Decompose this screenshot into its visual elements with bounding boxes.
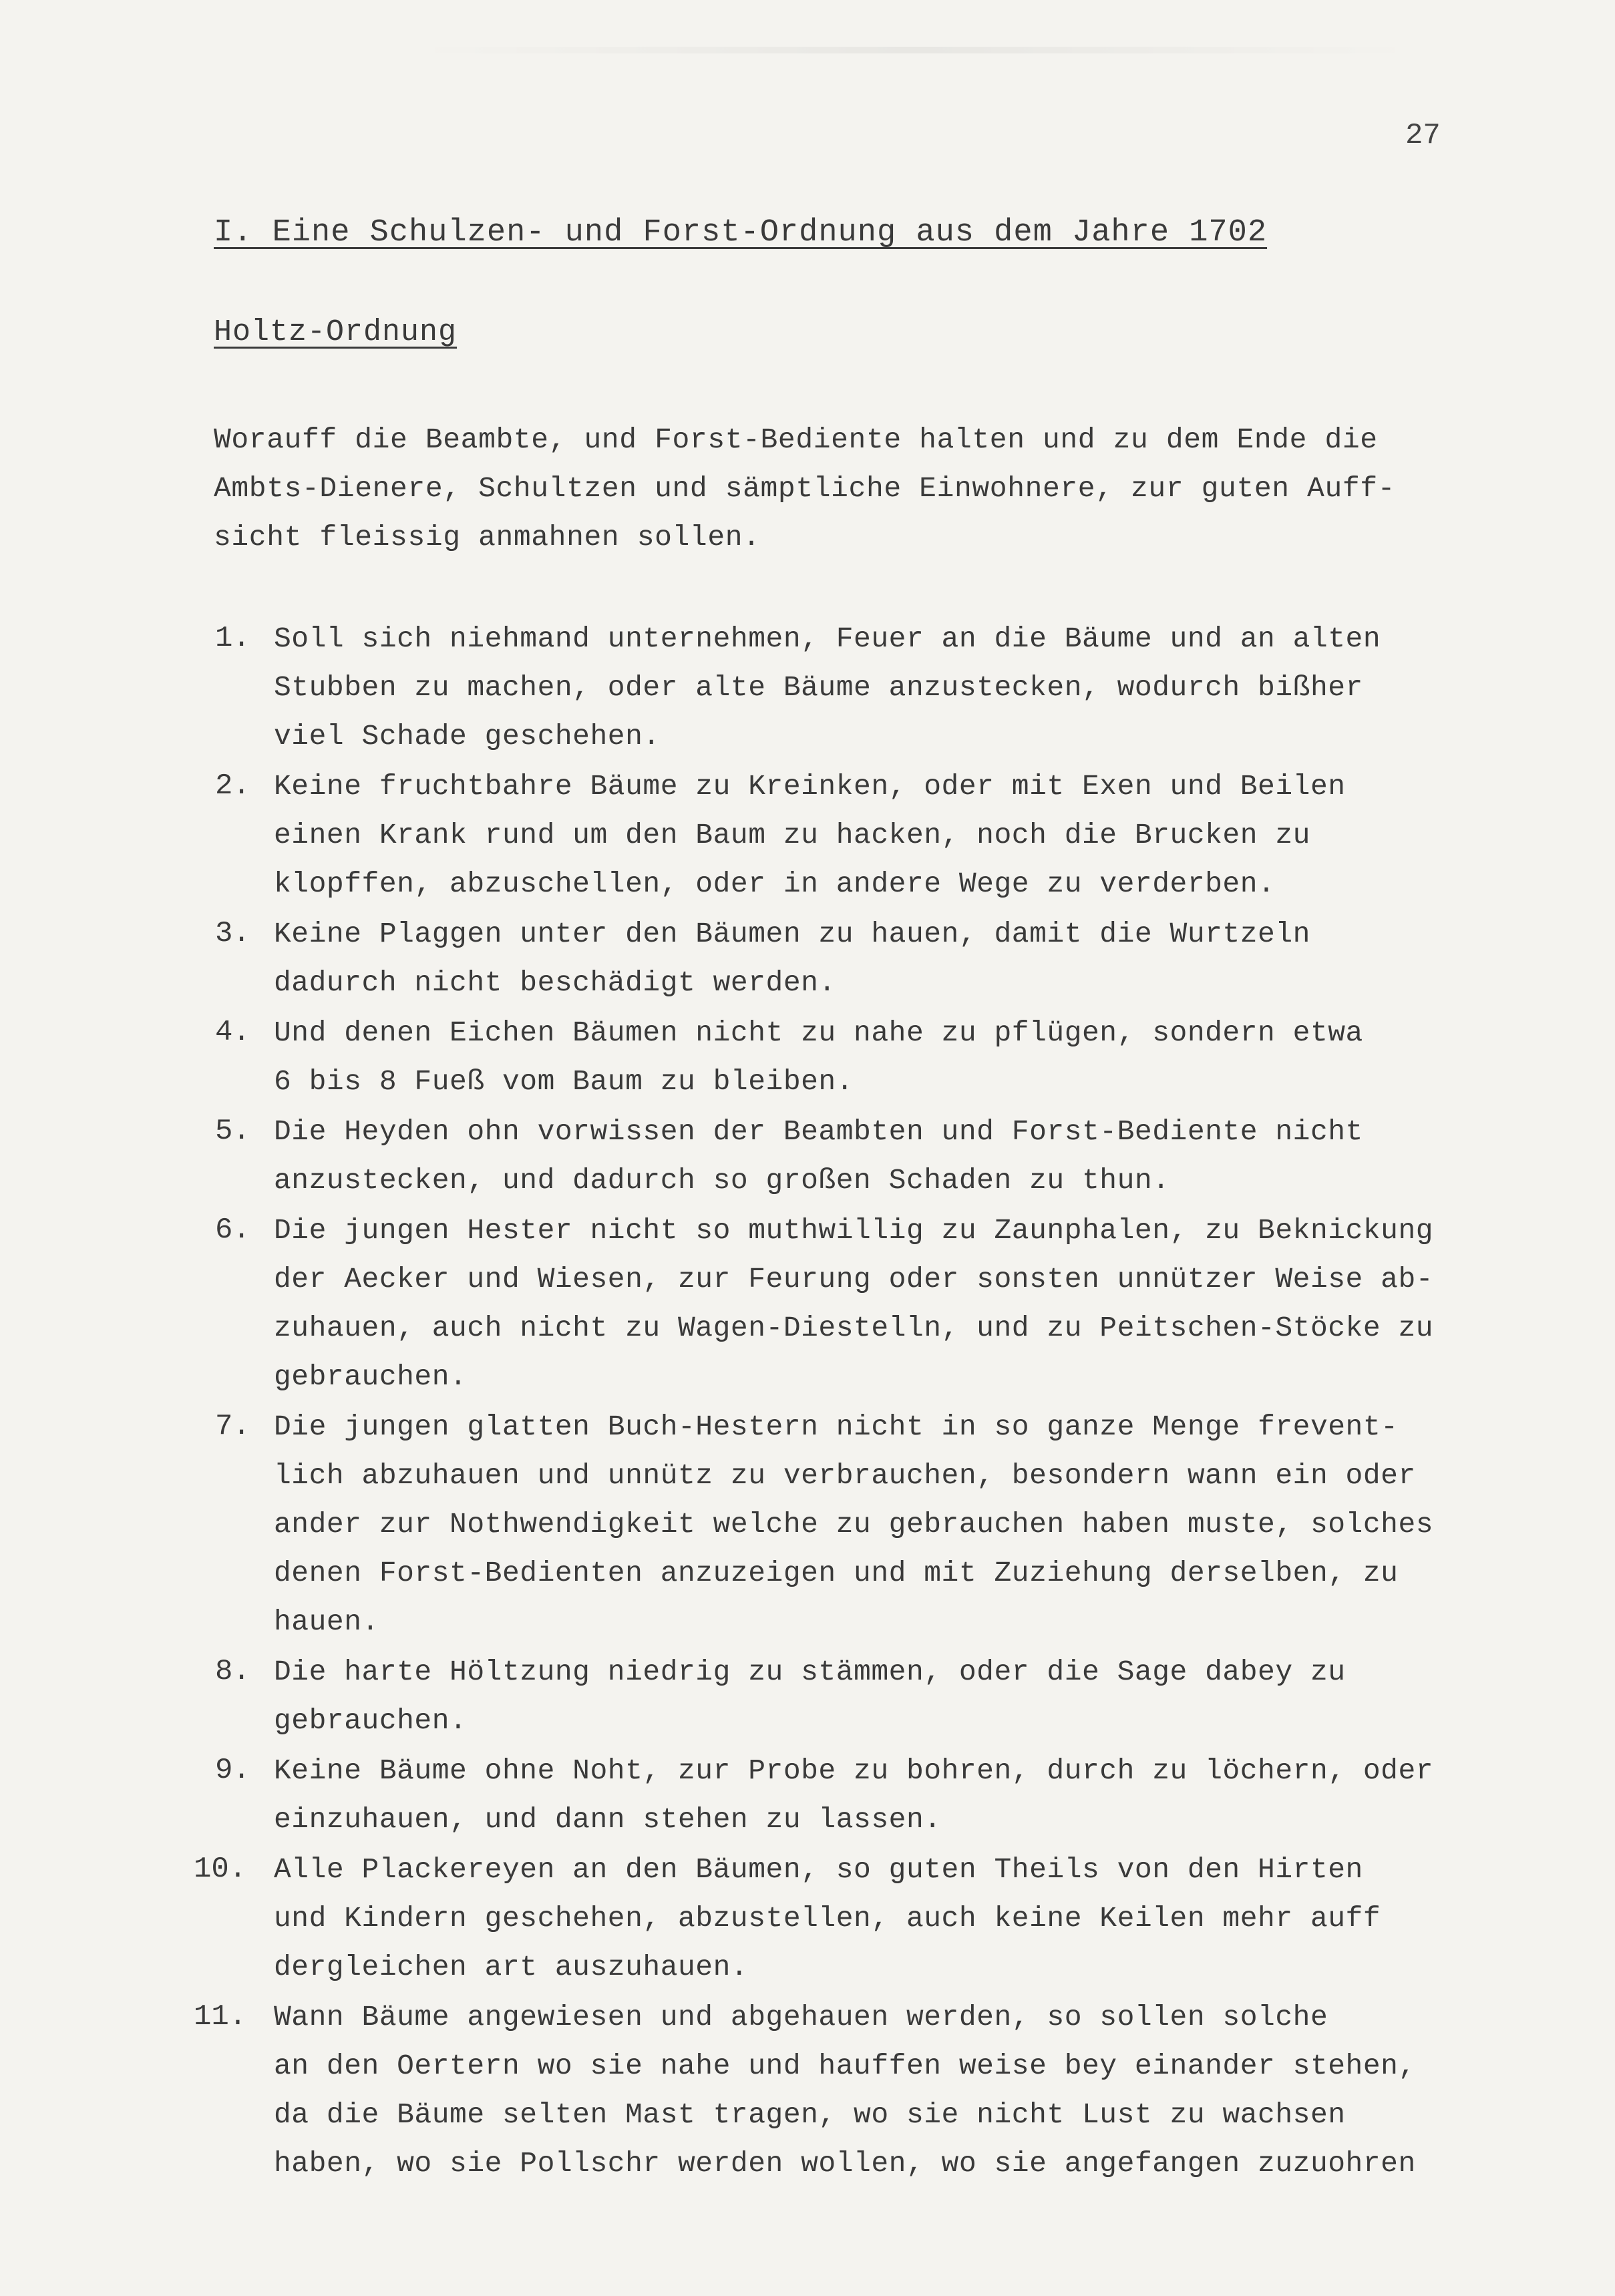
rule-line: der Aecker und Wiesen, zur Feurung oder sonsten unnützer Weise ab- — [274, 1263, 1434, 1296]
rule-line: Die harte Höltzung niedrig zu stämmen, oder die Sage dabey zu — [274, 1656, 1346, 1688]
rule-text — [274, 762, 1615, 908]
rule-line: Keine Bäume ohne Noht, zur Probe zu bohren, durch zu löchern, oder — [274, 1754, 1434, 1787]
rule-number: 9. — [215, 1754, 250, 1787]
rule-item — [0, 1107, 1615, 1205]
rule-line: Die jungen Hester nicht so muthwillig zu Zaunphalen, zu Beknickung — [274, 1214, 1434, 1247]
rule-text — [274, 1648, 1615, 1745]
rule-line: hauen. — [274, 1605, 379, 1638]
rule-line: einen Krank rund um den Baum zu hacken, noch die Brucken zu — [274, 819, 1310, 851]
rule-line: denen Forst-Bedienten anzuzeigen und mit Zuziehung derselben, zu — [274, 1557, 1399, 1589]
rule-number: 7. — [215, 1410, 250, 1443]
rule-text — [274, 1402, 1615, 1646]
chapter-title: I. Eine Schulzen- und Forst-Ordnung aus dem Jahre 1702 — [214, 215, 1268, 250]
rule-line: dadurch nicht beschädigt werden. — [274, 966, 836, 999]
rule-line: Die jungen glatten Buch-Hestern nicht in so ganze Menge frevent- — [274, 1410, 1399, 1443]
section-title: Holtz-Ordnung — [214, 315, 458, 349]
rule-item — [0, 1746, 1615, 1844]
rule-line: Wann Bäume angewiesen und abgehauen werden, so sollen solche — [274, 2001, 1328, 2034]
rule-line: an den Oertern wo sie nahe und hauffen weise bey einander stehen, — [274, 2050, 1416, 2082]
rule-line: zuhauen, auch nicht zu Wagen-Diestelln, und zu Peitschen-Stöcke zu — [274, 1312, 1434, 1344]
intro-paragraph — [214, 415, 1610, 562]
rule-line: Soll sich niehmand unternehmen, Feuer an die Bäume und an alten — [274, 622, 1381, 655]
rule-line: da die Bäume selten Mast tragen, wo sie nicht Lust zu wachsen — [274, 2098, 1346, 2131]
rule-line: haben, wo sie Pollschr werden wollen, wo sie angefangen zuzuohren — [274, 2147, 1416, 2180]
rule-number: 11. — [194, 2000, 247, 2034]
rule-text — [274, 1746, 1615, 1844]
rule-line: gebrauchen. — [274, 1360, 468, 1393]
rule-line: 6 bis 8 Fueß vom Baum zu bleiben. — [274, 1065, 854, 1098]
intro-line: Ambts-Dienere, Schultzen und sämptliche Einwohnere, zur guten Auff- — [214, 472, 1396, 505]
rule-text — [274, 1993, 1615, 2188]
rule-item — [0, 1845, 1615, 1991]
rule-line: ander zur Nothwendigkeit welche zu gebrauchen haben muste, solches — [274, 1508, 1434, 1541]
rule-line: einzuhauen, und dann stehen zu lassen. — [274, 1803, 942, 1836]
rule-number: 2. — [215, 769, 250, 803]
rule-line: dergleichen art auszuhauen. — [274, 1951, 749, 1983]
rule-line: klopffen, abzuschellen, oder in andere Wege zu verderben. — [274, 868, 1276, 900]
rule-item — [0, 762, 1615, 908]
rule-text — [274, 1107, 1615, 1205]
rule-line: anzustecken, und dadurch so großen Schaden zu thun. — [274, 1164, 1170, 1197]
rule-number: 5. — [215, 1115, 250, 1148]
rule-number: 6. — [215, 1213, 250, 1247]
intro-line: sicht fleissig anmahnen sollen. — [214, 521, 761, 554]
rule-line: gebrauchen. — [274, 1704, 468, 1737]
rule-line: Keine fruchtbahre Bäume zu Kreinken, oder mit Exen und Beilen — [274, 770, 1346, 803]
rule-number: 10. — [194, 1853, 247, 1886]
rule-line: lich abzuhauen und unnütz zu verbrauchen, besondern wann ein oder — [274, 1459, 1416, 1492]
rule-text — [274, 1206, 1615, 1401]
rule-line: Und denen Eichen Bäumen nicht zu nahe zu pflügen, sondern etwa — [274, 1016, 1363, 1049]
rule-number: 1. — [215, 622, 250, 655]
rule-item — [0, 614, 1615, 761]
rule-number: 3. — [215, 917, 250, 950]
scan-artifact — [414, 47, 1416, 53]
rule-item — [0, 1402, 1615, 1646]
page-number: 27 — [1405, 119, 1441, 152]
intro-line: Worauff die Beambte, und Forst-Bediente halten und zu dem Ende die — [214, 423, 1378, 456]
rule-line: Alle Plackereyen an den Bäumen, so guten Theils von den Hirten — [274, 1853, 1363, 1886]
rule-line: und Kindern geschehen, abzustellen, auch keine Keilen mehr auff — [274, 1902, 1381, 1935]
rule-item — [0, 1993, 1615, 2188]
rule-item — [0, 1648, 1615, 1745]
rule-item — [0, 1008, 1615, 1106]
rule-text — [274, 1845, 1615, 1991]
rule-line: Keine Plaggen unter den Bäumen zu hauen, damit die Wurtzeln — [274, 918, 1310, 950]
rule-line: Stubben zu machen, oder alte Bäume anzustecken, wodurch bißher — [274, 671, 1363, 704]
rule-number: 4. — [215, 1016, 250, 1049]
rule-line: viel Schade geschehen. — [274, 720, 661, 753]
rule-item — [0, 1206, 1615, 1401]
rule-text — [274, 910, 1615, 1007]
rule-text — [274, 1008, 1615, 1106]
rule-line: Die Heyden ohn vorwissen der Beambten und Forst-Bediente nicht — [274, 1115, 1363, 1148]
rules-list — [0, 614, 1615, 2189]
rule-text — [274, 614, 1615, 761]
rule-item — [0, 910, 1615, 1007]
rule-number: 8. — [215, 1655, 250, 1688]
